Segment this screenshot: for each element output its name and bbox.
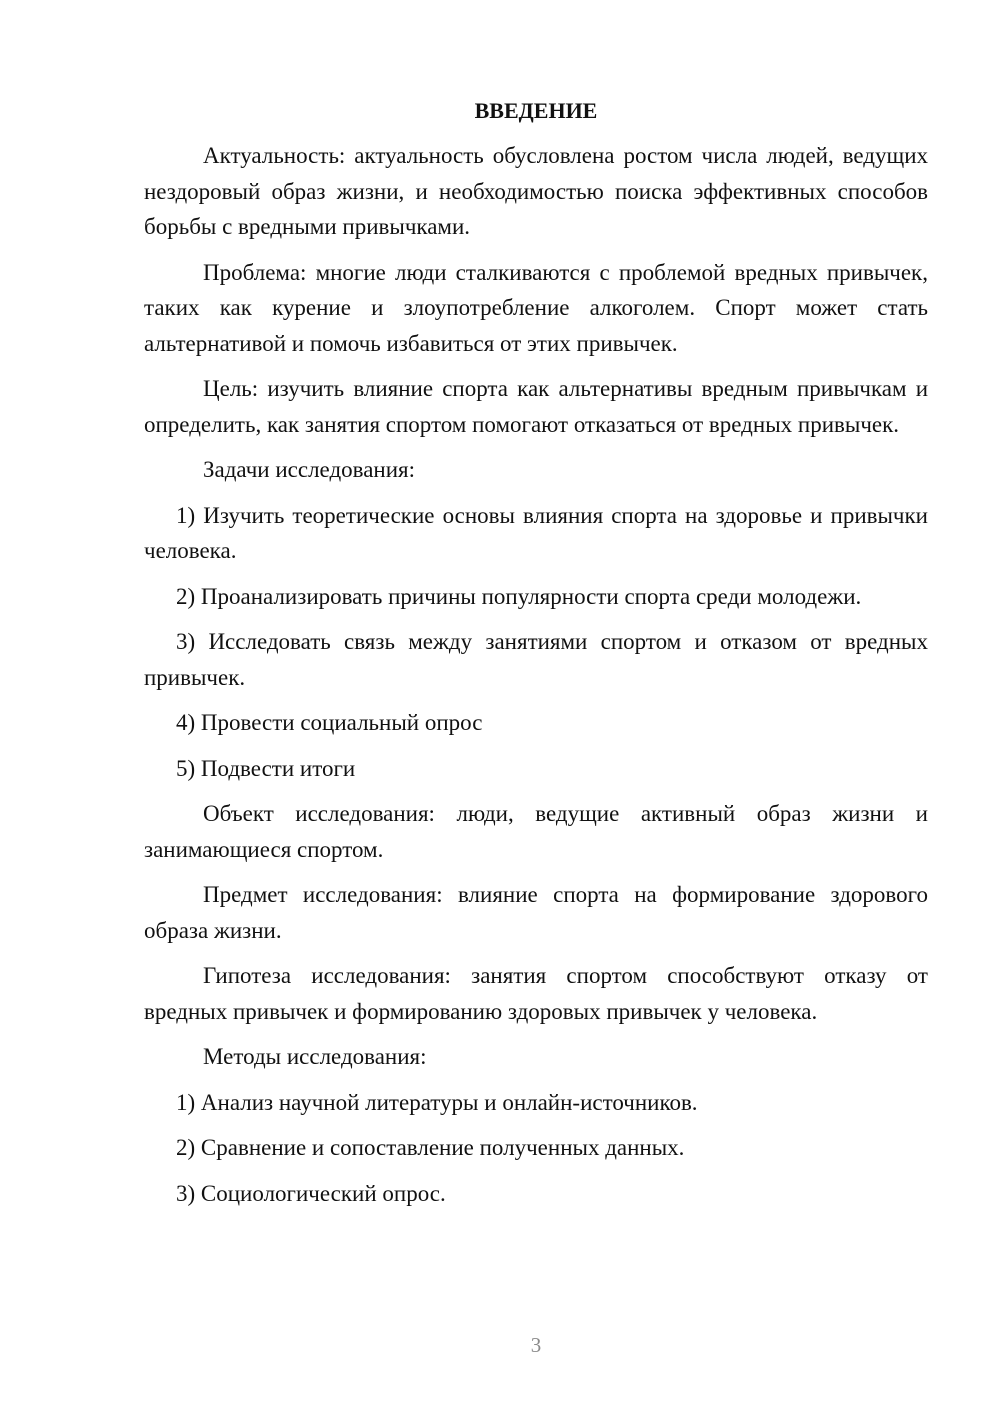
section-title: ВВЕДЕНИЕ xyxy=(474,98,598,123)
tasks-heading: Задачи исследования: xyxy=(203,457,416,482)
method-item-3: 3) Социологический опрос. xyxy=(176,1180,446,1206)
relevance-paragraph: Актуальность: актуальность обусловлена ростом числа людей, ведущих нездоровый образ жизни, и необходимостью поиска эффективных способов борьбы с вредными привычками. xyxy=(144,143,928,239)
task-item-2: 2) Проанализировать причины популярности спорта среди молодежи. xyxy=(176,583,862,609)
task-item-1: 1) Изучить теоретические основы влияния спорта на здоровье и привычки человека. xyxy=(144,502,928,563)
task-item-4: 4) Провести социальный опрос xyxy=(176,710,483,735)
goal-paragraph: Цель: изучить влияние спорта как альтернативы вредным привычкам и определить, как занятия спортом помогают отказаться от вредных привычек. xyxy=(144,376,928,437)
hypothesis-paragraph: Гипотеза исследования: занятия спортом способствуют отказу от вредных привычек и формированию здоровых привычек у человека. xyxy=(144,963,928,1024)
method-item-1: 1) Анализ научной литературы и онлайн-источников. xyxy=(176,1089,698,1115)
task-item-5: 5) Подвести итоги xyxy=(176,755,356,781)
subject-paragraph: Предмет исследования: влияние спорта на формирование здорового образа жизни. xyxy=(144,882,928,943)
method-item-2: 2) Сравнение и сопоставление полученных данных. xyxy=(176,1135,685,1160)
page-number: 3 xyxy=(530,1333,542,1357)
document-body xyxy=(144,94,928,1221)
task-item-3: 3) Исследовать связь между занятиями спортом и отказом от вредных привычек. xyxy=(144,629,928,690)
methods-heading: Методы исследования: xyxy=(203,1044,427,1069)
problem-paragraph: Проблема: многие люди сталкиваются с проблемой вредных привычек, таких как курение и злоупотребление алкоголем. Спорт может стать альтернативой и помочь избавиться от этих привычек. xyxy=(144,259,928,356)
object-paragraph: Объект исследования: люди, ведущие активный образ жизни и занимающиеся спортом. xyxy=(144,801,928,862)
